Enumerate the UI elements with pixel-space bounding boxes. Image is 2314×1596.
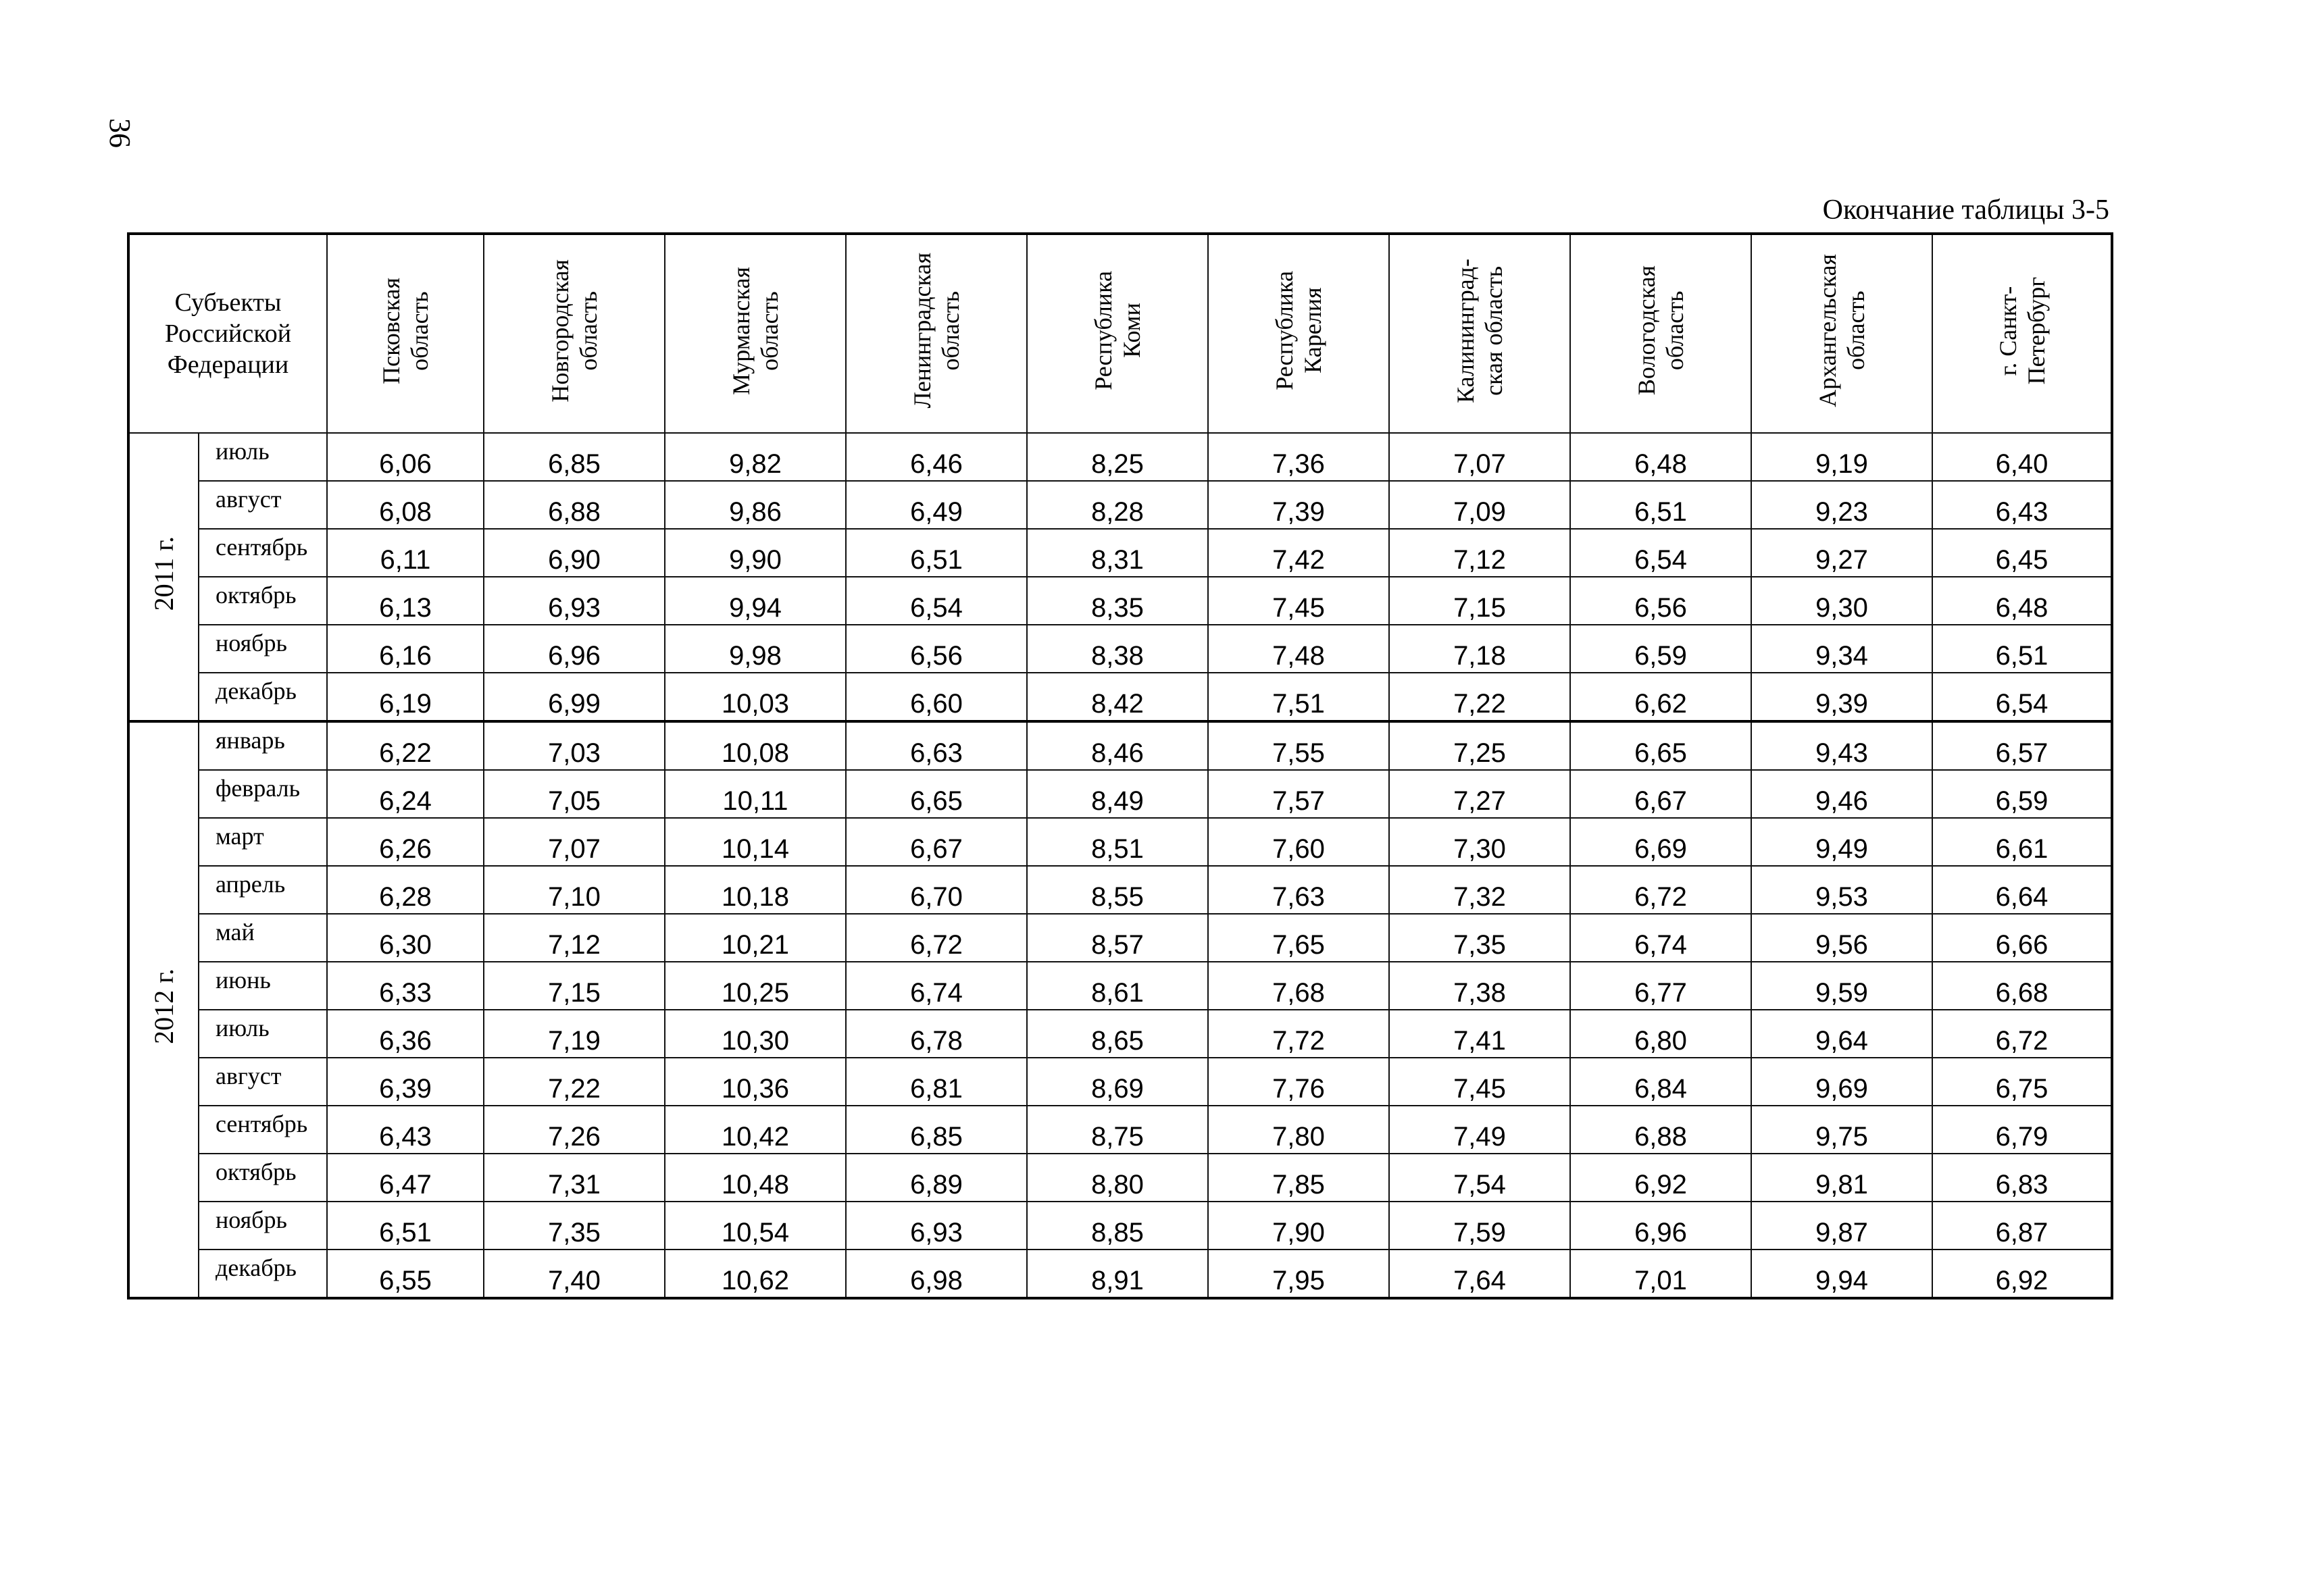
page-number: 36 <box>103 118 136 148</box>
value-cell: 7,32 <box>1389 866 1570 914</box>
value-cell: 10,25 <box>665 962 846 1010</box>
value-cell: 7,42 <box>1208 529 1389 577</box>
value-cell: 7,36 <box>1208 433 1389 481</box>
table-caption: Окончание таблицы 3-5 <box>1822 195 2109 226</box>
value-cell: 7,10 <box>484 866 665 914</box>
month-cell: январь <box>199 721 327 770</box>
value-cell: 6,63 <box>846 721 1027 770</box>
value-cell: 6,62 <box>1570 673 1751 721</box>
value-cell: 6,30 <box>327 914 484 962</box>
value-cell: 8,75 <box>1027 1106 1208 1154</box>
value-cell: 6,36 <box>327 1010 484 1058</box>
month-cell: август <box>199 481 327 529</box>
value-cell: 6,28 <box>327 866 484 914</box>
value-cell: 6,77 <box>1570 962 1751 1010</box>
value-cell: 6,61 <box>1932 818 2112 866</box>
value-cell: 6,13 <box>327 577 484 625</box>
value-cell: 6,40 <box>1932 433 2112 481</box>
value-cell: 7,39 <box>1208 481 1389 529</box>
table-row <box>128 625 2112 673</box>
value-cell: 7,12 <box>484 914 665 962</box>
value-cell: 8,49 <box>1027 770 1208 818</box>
value-cell: 7,60 <box>1208 818 1389 866</box>
value-cell: 8,51 <box>1027 818 1208 866</box>
table-row <box>128 1250 2112 1298</box>
value-cell: 6,92 <box>1570 1154 1751 1202</box>
region-header <box>1027 234 1208 433</box>
value-cell: 6,64 <box>1932 866 2112 914</box>
value-cell: 6,55 <box>327 1250 484 1298</box>
value-cell: 7,65 <box>1208 914 1389 962</box>
value-cell: 6,68 <box>1932 962 2112 1010</box>
value-cell: 6,33 <box>327 962 484 1010</box>
table-row <box>128 1010 2112 1058</box>
value-cell: 10,18 <box>665 866 846 914</box>
month-cell: сентябрь <box>199 1106 327 1154</box>
region-header-label: Новгородская область <box>547 259 602 403</box>
value-cell: 6,60 <box>846 673 1027 721</box>
value-cell: 8,35 <box>1027 577 1208 625</box>
month-cell: октябрь <box>199 577 327 625</box>
value-cell: 6,43 <box>1932 481 2112 529</box>
value-cell: 9,90 <box>665 529 846 577</box>
region-header-label: Ленинградская область <box>909 253 964 409</box>
table-row <box>128 914 2112 962</box>
value-cell: 6,88 <box>1570 1106 1751 1154</box>
value-cell: 6,59 <box>1932 770 2112 818</box>
value-cell: 7,55 <box>1208 721 1389 770</box>
month-cell: май <box>199 914 327 962</box>
value-cell: 8,25 <box>1027 433 1208 481</box>
tariff-table <box>127 232 2113 1299</box>
value-cell: 6,85 <box>846 1106 1027 1154</box>
month-cell: март <box>199 818 327 866</box>
value-cell: 6,19 <box>327 673 484 721</box>
value-cell: 9,75 <box>1751 1106 1932 1154</box>
value-cell: 6,51 <box>846 529 1027 577</box>
value-cell: 8,55 <box>1027 866 1208 914</box>
table-row <box>128 433 2112 481</box>
value-cell: 7,72 <box>1208 1010 1389 1058</box>
value-cell: 7,45 <box>1389 1058 1570 1106</box>
value-cell: 7,40 <box>484 1250 665 1298</box>
value-cell: 7,90 <box>1208 1202 1389 1250</box>
value-cell: 7,63 <box>1208 866 1389 914</box>
value-cell: 9,23 <box>1751 481 1932 529</box>
value-cell: 6,78 <box>846 1010 1027 1058</box>
value-cell: 10,48 <box>665 1154 846 1202</box>
corner-header <box>128 234 327 433</box>
value-cell: 9,46 <box>1751 770 1932 818</box>
value-cell: 9,81 <box>1751 1154 1932 1202</box>
month-cell: февраль <box>199 770 327 818</box>
value-cell: 10,62 <box>665 1250 846 1298</box>
value-cell: 10,54 <box>665 1202 846 1250</box>
table-body <box>128 433 2112 1298</box>
value-cell: 6,26 <box>327 818 484 866</box>
value-cell: 9,34 <box>1751 625 1932 673</box>
month-cell: декабрь <box>199 1250 327 1298</box>
value-cell: 6,49 <box>846 481 1027 529</box>
value-cell: 6,43 <box>327 1106 484 1154</box>
region-header <box>665 234 846 433</box>
value-cell: 6,59 <box>1570 625 1751 673</box>
value-cell: 9,87 <box>1751 1202 1932 1250</box>
value-cell: 10,21 <box>665 914 846 962</box>
value-cell: 6,11 <box>327 529 484 577</box>
region-header <box>327 234 484 433</box>
month-cell: июль <box>199 433 327 481</box>
value-cell: 7,27 <box>1389 770 1570 818</box>
value-cell: 7,22 <box>1389 673 1570 721</box>
value-cell: 6,47 <box>327 1154 484 1202</box>
value-cell: 7,35 <box>1389 914 1570 962</box>
value-cell: 10,42 <box>665 1106 846 1154</box>
table-row <box>128 770 2112 818</box>
month-cell: июль <box>199 1010 327 1058</box>
year-label: 2011 г. <box>149 536 179 611</box>
value-cell: 7,80 <box>1208 1106 1389 1154</box>
value-cell: 6,67 <box>846 818 1027 866</box>
value-cell: 9,59 <box>1751 962 1932 1010</box>
corner-header-text: Субъекты Российской Федерации <box>164 288 292 379</box>
table-row <box>128 1106 2112 1154</box>
value-cell: 6,67 <box>1570 770 1751 818</box>
value-cell: 6,54 <box>846 577 1027 625</box>
month-cell: август <box>199 1058 327 1106</box>
value-cell: 6,90 <box>484 529 665 577</box>
value-cell: 6,46 <box>846 433 1027 481</box>
region-header <box>846 234 1027 433</box>
value-cell: 7,51 <box>1208 673 1389 721</box>
region-header <box>484 234 665 433</box>
value-cell: 6,54 <box>1570 529 1751 577</box>
year-label: 2012 г. <box>149 969 179 1044</box>
value-cell: 8,42 <box>1027 673 1208 721</box>
value-cell: 7,22 <box>484 1058 665 1106</box>
year-cell <box>128 721 199 1298</box>
value-cell: 9,64 <box>1751 1010 1932 1058</box>
value-cell: 9,53 <box>1751 866 1932 914</box>
value-cell: 6,75 <box>1932 1058 2112 1106</box>
table-row <box>128 577 2112 625</box>
value-cell: 10,14 <box>665 818 846 866</box>
value-cell: 6,48 <box>1570 433 1751 481</box>
value-cell: 10,11 <box>665 770 846 818</box>
value-cell: 7,30 <box>1389 818 1570 866</box>
value-cell: 6,16 <box>327 625 484 673</box>
value-cell: 9,98 <box>665 625 846 673</box>
value-cell: 7,01 <box>1570 1250 1751 1298</box>
value-cell: 6,84 <box>1570 1058 1751 1106</box>
value-cell: 6,22 <box>327 721 484 770</box>
table-row <box>128 1154 2112 1202</box>
value-cell: 6,89 <box>846 1154 1027 1202</box>
table-row <box>128 481 2112 529</box>
value-cell: 7,07 <box>1389 433 1570 481</box>
region-header <box>1751 234 1932 433</box>
value-cell: 8,57 <box>1027 914 1208 962</box>
value-cell: 6,74 <box>1570 914 1751 962</box>
value-cell: 9,39 <box>1751 673 1932 721</box>
value-cell: 7,57 <box>1208 770 1389 818</box>
value-cell: 6,80 <box>1570 1010 1751 1058</box>
value-cell: 6,51 <box>1570 481 1751 529</box>
table-row <box>128 673 2112 721</box>
table-row <box>128 1202 2112 1250</box>
value-cell: 6,56 <box>846 625 1027 673</box>
value-cell: 6,72 <box>1570 866 1751 914</box>
value-cell: 8,38 <box>1027 625 1208 673</box>
value-cell: 6,81 <box>846 1058 1027 1106</box>
table-row <box>128 818 2112 866</box>
value-cell: 8,46 <box>1027 721 1208 770</box>
value-cell: 8,31 <box>1027 529 1208 577</box>
value-cell: 7,49 <box>1389 1106 1570 1154</box>
value-cell: 6,66 <box>1932 914 2112 962</box>
month-cell: октябрь <box>199 1154 327 1202</box>
region-header <box>1389 234 1570 433</box>
value-cell: 6,93 <box>846 1202 1027 1250</box>
value-cell: 6,74 <box>846 962 1027 1010</box>
value-cell: 9,30 <box>1751 577 1932 625</box>
value-cell: 7,18 <box>1389 625 1570 673</box>
value-cell: 9,86 <box>665 481 846 529</box>
value-cell: 8,91 <box>1027 1250 1208 1298</box>
table-row <box>128 866 2112 914</box>
month-cell: ноябрь <box>199 625 327 673</box>
value-cell: 7,31 <box>484 1154 665 1202</box>
table-row <box>128 1058 2112 1106</box>
value-cell: 7,15 <box>484 962 665 1010</box>
value-cell: 7,48 <box>1208 625 1389 673</box>
value-cell: 7,41 <box>1389 1010 1570 1058</box>
value-cell: 6,96 <box>484 625 665 673</box>
value-cell: 9,82 <box>665 433 846 481</box>
value-cell: 6,54 <box>1932 673 2112 721</box>
value-cell: 9,56 <box>1751 914 1932 962</box>
value-cell: 9,19 <box>1751 433 1932 481</box>
value-cell: 6,56 <box>1570 577 1751 625</box>
region-header <box>1932 234 2112 433</box>
value-cell: 7,03 <box>484 721 665 770</box>
value-cell: 6,06 <box>327 433 484 481</box>
region-header <box>1570 234 1751 433</box>
table-row <box>128 529 2112 577</box>
month-cell: апрель <box>199 866 327 914</box>
month-cell: июнь <box>199 962 327 1010</box>
value-cell: 10,08 <box>665 721 846 770</box>
month-cell: сентябрь <box>199 529 327 577</box>
value-cell: 6,57 <box>1932 721 2112 770</box>
value-cell: 10,36 <box>665 1058 846 1106</box>
value-cell: 10,03 <box>665 673 846 721</box>
value-cell: 7,15 <box>1389 577 1570 625</box>
value-cell: 6,88 <box>484 481 665 529</box>
table-row <box>128 721 2112 770</box>
value-cell: 7,76 <box>1208 1058 1389 1106</box>
value-cell: 7,09 <box>1389 481 1570 529</box>
year-cell <box>128 433 199 721</box>
value-cell: 7,12 <box>1389 529 1570 577</box>
region-header-label: Республика Карелия <box>1271 271 1326 390</box>
value-cell: 6,92 <box>1932 1250 2112 1298</box>
value-cell: 7,95 <box>1208 1250 1389 1298</box>
month-cell: ноябрь <box>199 1202 327 1250</box>
value-cell: 6,51 <box>327 1202 484 1250</box>
value-cell: 9,27 <box>1751 529 1932 577</box>
value-cell: 8,80 <box>1027 1154 1208 1202</box>
region-header-label: Калинингрaд- ская область <box>1452 258 1507 403</box>
value-cell: 6,93 <box>484 577 665 625</box>
value-cell: 7,64 <box>1389 1250 1570 1298</box>
value-cell: 7,59 <box>1389 1202 1570 1250</box>
value-cell: 7,07 <box>484 818 665 866</box>
value-cell: 6,65 <box>1570 721 1751 770</box>
value-cell: 8,69 <box>1027 1058 1208 1106</box>
value-cell: 6,39 <box>327 1058 484 1106</box>
value-cell: 6,48 <box>1932 577 2112 625</box>
value-cell: 7,54 <box>1389 1154 1570 1202</box>
value-cell: 6,83 <box>1932 1154 2112 1202</box>
month-cell: декабрь <box>199 673 327 721</box>
value-cell: 6,72 <box>1932 1010 2112 1058</box>
header-row <box>128 234 2112 433</box>
value-cell: 7,35 <box>484 1202 665 1250</box>
value-cell: 7,85 <box>1208 1154 1389 1202</box>
region-header-label: Псковская область <box>378 277 433 384</box>
value-cell: 9,49 <box>1751 818 1932 866</box>
value-cell: 6,65 <box>846 770 1027 818</box>
value-cell: 6,85 <box>484 433 665 481</box>
value-cell: 6,70 <box>846 866 1027 914</box>
value-cell: 9,43 <box>1751 721 1932 770</box>
value-cell: 9,94 <box>1751 1250 1932 1298</box>
value-cell: 6,72 <box>846 914 1027 962</box>
value-cell: 6,79 <box>1932 1106 2112 1154</box>
value-cell: 7,68 <box>1208 962 1389 1010</box>
value-cell: 6,24 <box>327 770 484 818</box>
value-cell: 8,85 <box>1027 1202 1208 1250</box>
value-cell: 6,87 <box>1932 1202 2112 1250</box>
value-cell: 6,51 <box>1932 625 2112 673</box>
value-cell: 8,65 <box>1027 1010 1208 1058</box>
value-cell: 8,28 <box>1027 481 1208 529</box>
value-cell: 10,30 <box>665 1010 846 1058</box>
region-header <box>1208 234 1389 433</box>
value-cell: 7,05 <box>484 770 665 818</box>
value-cell: 9,69 <box>1751 1058 1932 1106</box>
region-header-label: Архангельская область <box>1814 254 1869 407</box>
value-cell: 7,19 <box>484 1010 665 1058</box>
value-cell: 7,26 <box>484 1106 665 1154</box>
region-header-label: г. Санкт- Петербург <box>1994 276 2050 385</box>
value-cell: 6,96 <box>1570 1202 1751 1250</box>
table-row <box>128 962 2112 1010</box>
value-cell: 6,69 <box>1570 818 1751 866</box>
value-cell: 6,99 <box>484 673 665 721</box>
region-header-label: Вологодская область <box>1633 265 1688 396</box>
value-cell: 6,08 <box>327 481 484 529</box>
region-header-label: Республика Коми <box>1090 271 1145 390</box>
value-cell: 6,45 <box>1932 529 2112 577</box>
value-cell: 9,94 <box>665 577 846 625</box>
value-cell: 8,61 <box>1027 962 1208 1010</box>
value-cell: 7,25 <box>1389 721 1570 770</box>
value-cell: 6,98 <box>846 1250 1027 1298</box>
value-cell: 7,45 <box>1208 577 1389 625</box>
region-header-label: Мурманская область <box>728 266 783 395</box>
value-cell: 7,38 <box>1389 962 1570 1010</box>
